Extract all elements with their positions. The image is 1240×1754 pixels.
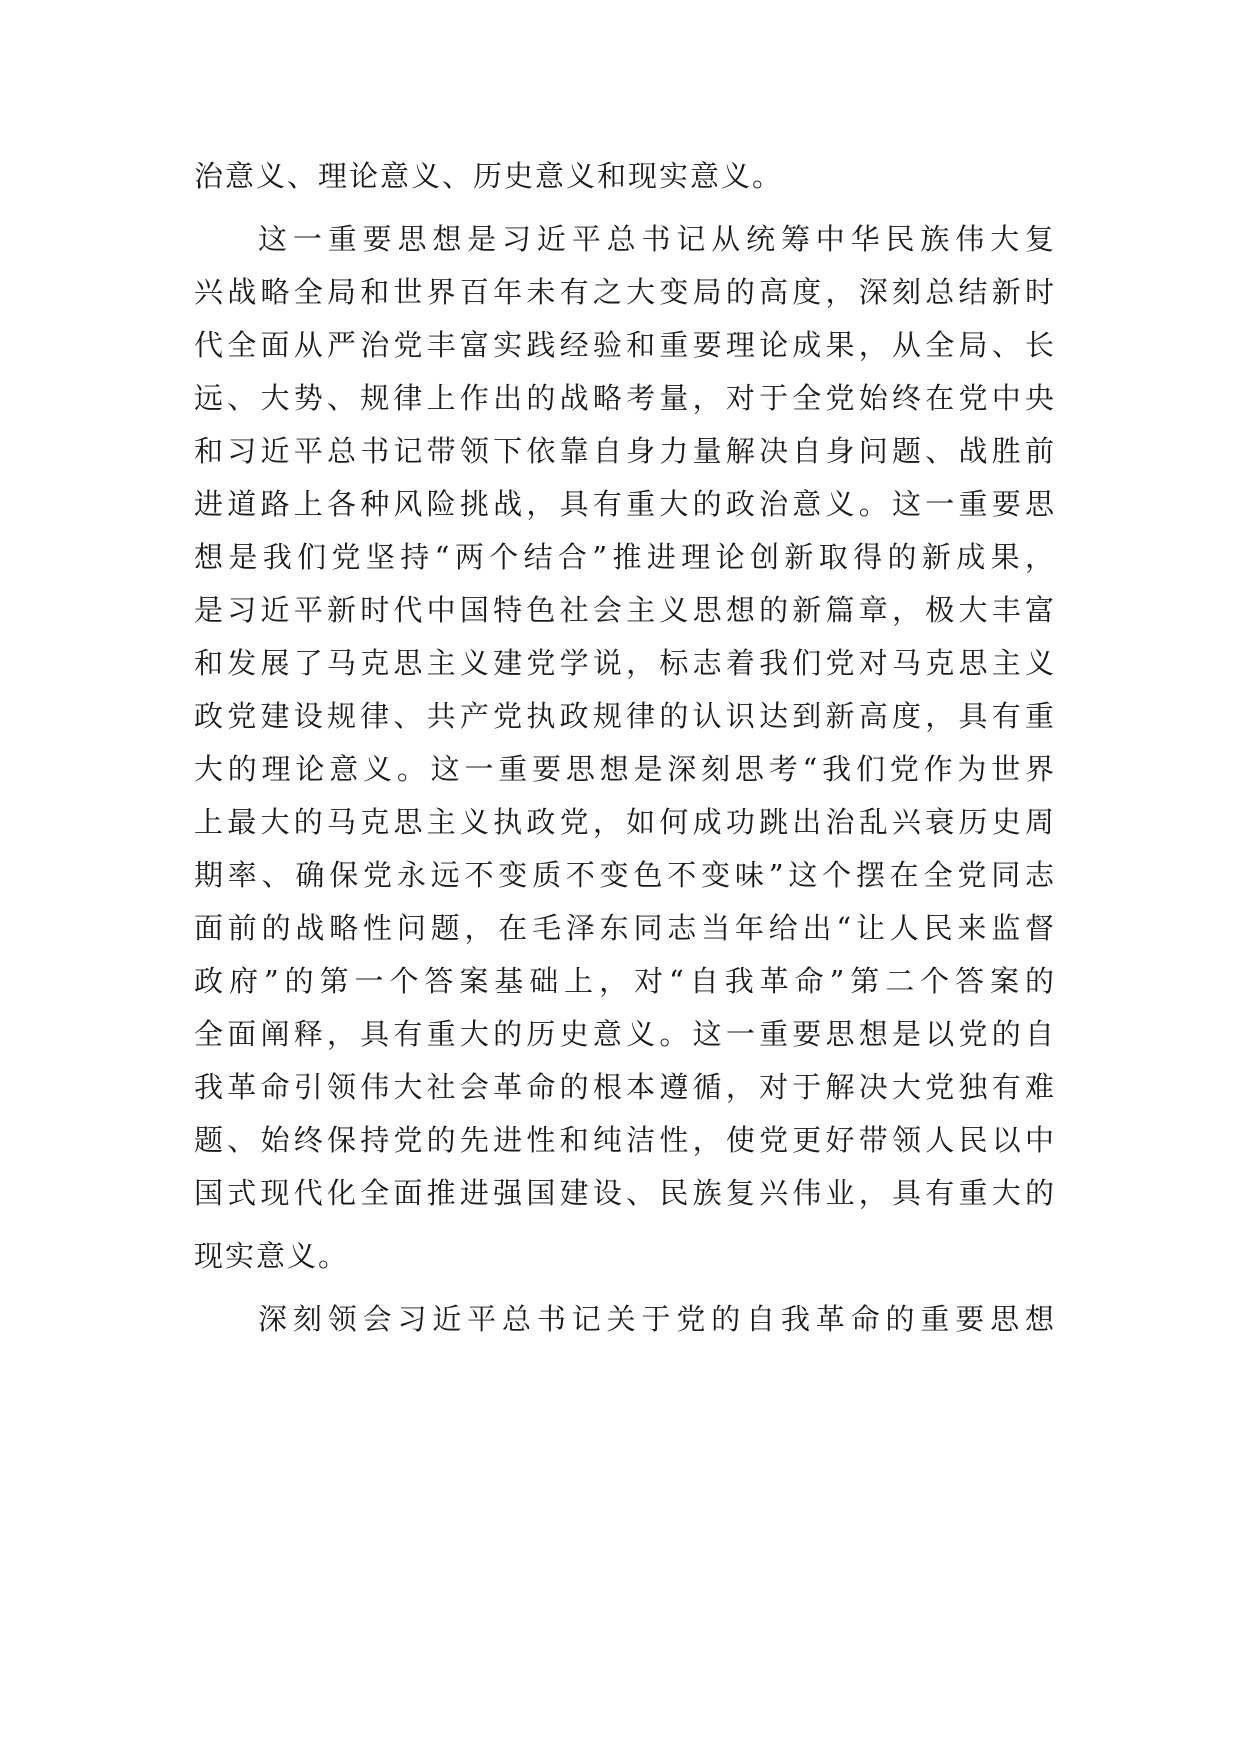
document-body	[194, 150, 1054, 1346]
paragraph-2-line-15: 政府”的第一个答案基础上，对“自我革命”第二个答案的	[194, 964, 1054, 998]
paragraph-gap	[194, 203, 1054, 213]
paragraph-2-line-6: 进道路上各种风险挑战，具有重大的政治意义。这一重要思	[194, 487, 1054, 521]
paragraph-2-line-13: 期率、确保党永远不变质不变色不变味”这个摆在全党同志	[194, 858, 1054, 892]
paragraph-2-line-2: 兴战略全局和世界百年未有之大变局的高度，深刻总结新时	[194, 275, 1054, 309]
paragraph-gap	[194, 1283, 1054, 1293]
paragraph-2-line-1: 这一重要思想是习近平总书记从统筹中华民族伟大复	[258, 222, 1054, 256]
paragraph-2-line-8: 是习近平新时代中国特色社会主义思想的新篇章，极大丰富	[194, 593, 1054, 627]
paragraph-2-line-12: 上最大的马克思主义执政党，如何成功跳出治乱兴衰历史周	[194, 805, 1054, 839]
paragraph-1-line-1: 治意义、理论意义、历史意义和现实意义。	[194, 159, 784, 193]
paragraph-2-line-20: 现实意义。	[194, 1239, 350, 1273]
paragraph-2-line-7: 想是我们党坚持“两个结合”推进理论创新取得的新成果，	[194, 540, 1054, 574]
paragraph-2-line-11: 大的理论意义。这一重要思想是深刻思考“我们党作为世界	[194, 752, 1054, 786]
paragraph-3-line-1: 深刻领会习近平总书记关于党的自我革命的重要思想	[258, 1302, 1054, 1336]
paragraph-2-line-4: 远、大势、规律上作出的战略考量，对于全党始终在党中央	[194, 381, 1054, 415]
paragraph-2-line-9: 和发展了马克思主义建党学说，标志着我们党对马克思主义	[194, 646, 1054, 680]
paragraph-2-line-19: 国式现代化全面推进强国建设、民族复兴伟业，具有重大的	[194, 1176, 1054, 1210]
paragraph-2-line-16: 全面阐释，具有重大的历史意义。这一重要思想是以党的自	[194, 1017, 1054, 1051]
paragraph-gap	[194, 1220, 1054, 1230]
paragraph-2-line-10: 政党建设规律、共产党执政规律的认识达到新高度，具有重	[194, 699, 1054, 733]
paragraph-2-line-3: 代全面从严治党丰富实践经验和重要理论成果，从全局、长	[194, 328, 1054, 362]
paragraph-2-line-17: 我革命引领伟大社会革命的根本遵循，对于解决大党独有难	[194, 1070, 1054, 1104]
paragraph-2-line-5: 和习近平总书记带领下依靠自身力量解决自身问题、战胜前	[194, 434, 1054, 468]
paragraph-2-line-18: 题、始终保持党的先进性和纯洁性，使党更好带领人民以中	[194, 1123, 1054, 1157]
paragraph-2-line-14: 面前的战略性问题，在毛泽东同志当年给出“让人民来监督	[194, 911, 1054, 945]
